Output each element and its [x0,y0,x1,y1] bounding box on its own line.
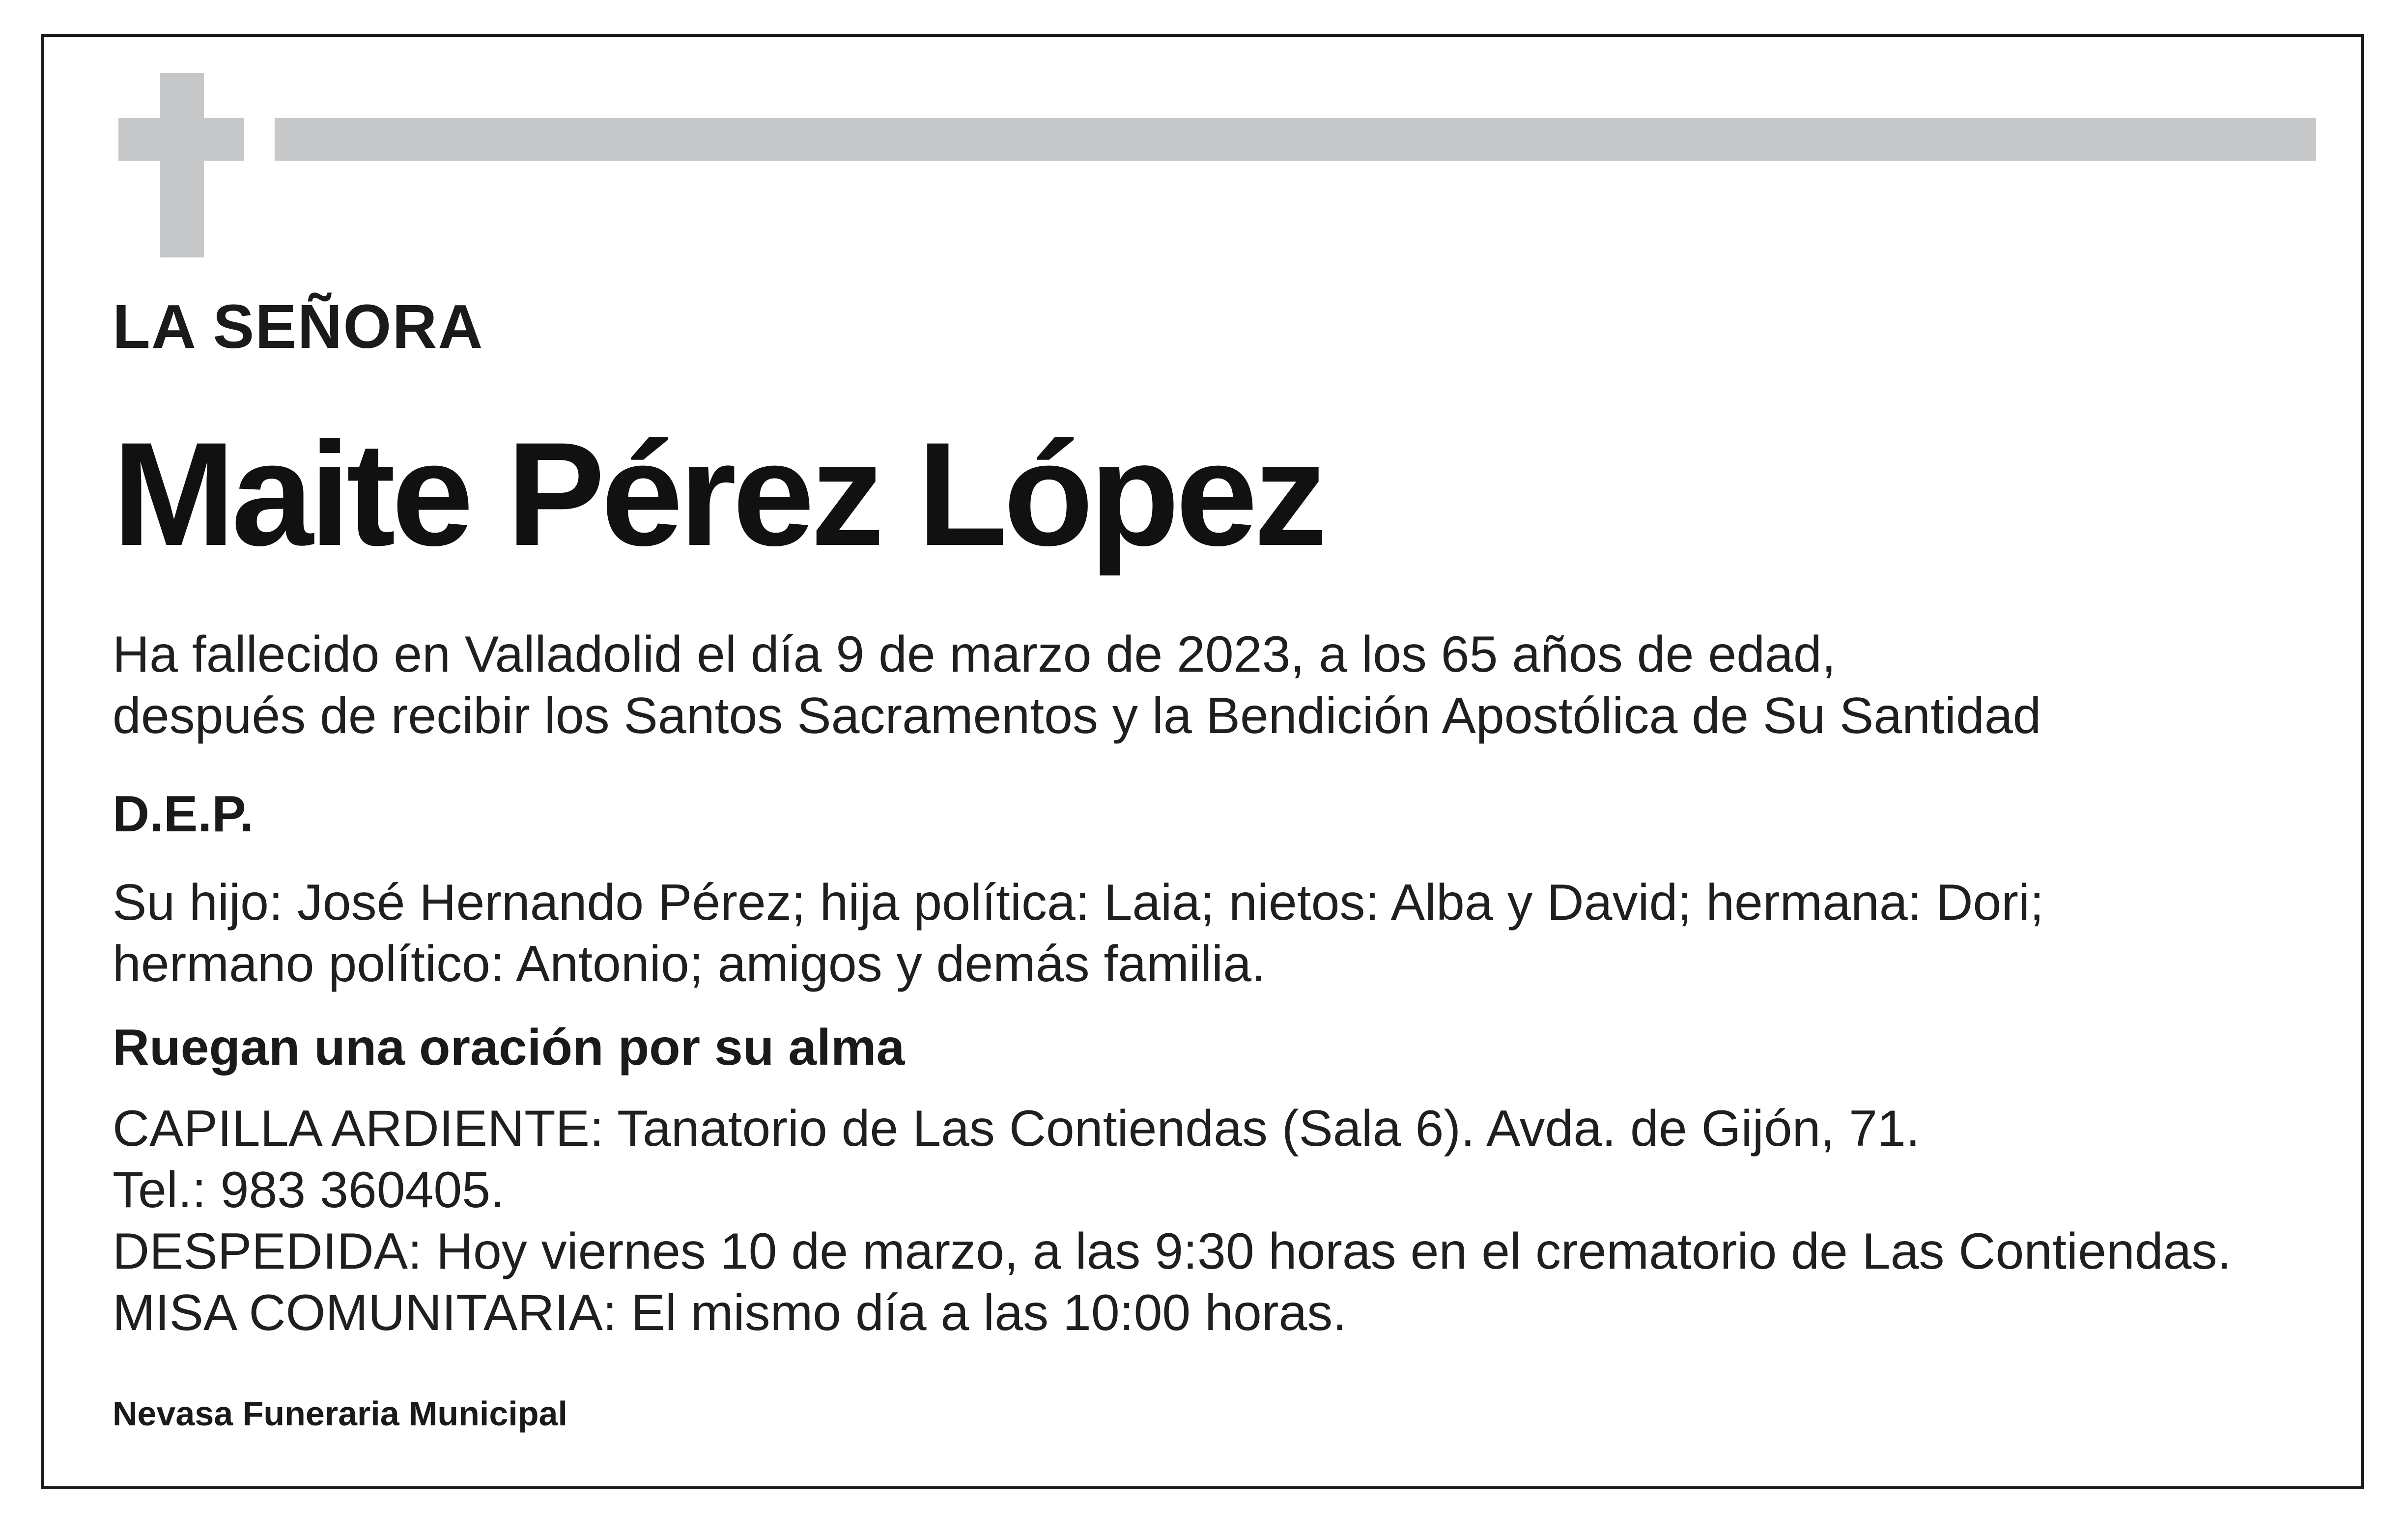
service-detail-farewell: DESPEDIDA: Hoy viernes 10 de marzo, a las 9:30 horas en el crematorio de Las Contiendas. [113,1223,2232,1280]
cross-vertical-bar [160,73,204,257]
header-divider-bar [275,118,2316,161]
honorific-heading: LA SEÑORA [113,292,484,361]
rip-label: D.E.P. [113,786,254,843]
cross-icon [118,73,244,257]
deceased-name: Maite Pérez López [113,411,1324,576]
prayer-request: Ruegan una oración por su alma [113,1019,905,1076]
funeral-home-name: Nevasa Funeraria Municipal [113,1394,567,1433]
family-line-1: Su hijo: José Hernando Pérez; hija política: Laia; nietos: Alba y David; hermana: Dori; [113,874,2044,931]
death-details-line-2: después de recibir los Santos Sacramentos y la Bendición Apostólica de Su Santidad [113,687,2041,744]
service-detail-chapel: CAPILLA ARDIENTE: Tanatorio de Las Contiendas (Sala 6). Avda. de Gijón, 71. [113,1100,1920,1157]
cross-horizontal-bar [118,118,244,161]
service-detail-phone: Tel.: 983 360405. [113,1162,505,1219]
death-details-line-1: Ha fallecido en Valladolid el día 9 de marzo de 2023, a los 65 años de edad, [113,626,1836,683]
family-line-2: hermano político: Antonio; amigos y demás familia. [113,936,1266,992]
service-detail-mass: MISA COMUNITARIA: El mismo día a las 10:00 horas. [113,1284,1347,1341]
